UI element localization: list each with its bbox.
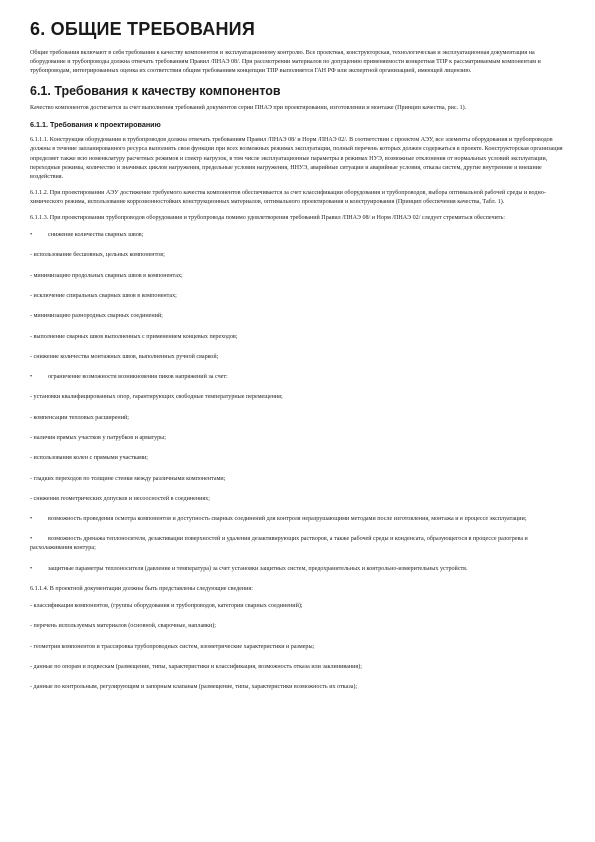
- bullet-marker: •: [30, 232, 33, 239]
- list-item: [30, 434, 563, 443]
- intro-paragraph: Общие требования включают в себя требования к качеству компонентов и эксплуатационному контролю. Все проектная, конструкторская, технологическая и эксплуатационная документация на оборудование и трубопроводы должна отвечать требованиям Правил /ПНАЭ 08/. При рассмотрении материалов по допущению применяемости конкретная ТПР к рассматриваемым компонентам и трубопроводам, интегрированных оценка их соответствия общим требованиям концепции ТПР выполняется ГАН РФ или экспертной организацией, имеющей лицензию.: [30, 50, 541, 75]
- list-item-text: - наличия прямых участков у патрубков и арматуры;: [30, 434, 166, 441]
- paragraph-6-1-1-3: 6.1.1.3. При проектировании трубопроводов оборудования и трубопровода помимо удовлетворения требований Правил /ПНАЭ 08/ и Норм /ПНАЭ 02/ следует стремиться обеспечить:: [30, 215, 505, 222]
- list-item: [30, 272, 563, 281]
- list-item-text: - использование бесшовных, цельных компонентов;: [30, 252, 165, 259]
- bullet-marker: •: [30, 565, 33, 572]
- list-item: [30, 333, 563, 342]
- list-item-text: - снижения геометрических допусков и несоосностей в соединениях;: [30, 495, 210, 502]
- paragraph-6-1-1-2: 6.1.1.2. При проектировании АЭУ достижение требуемого качества компонентов обеспечивается за счет классификации оборудования и трубопроводов, выбора оптимальной рабочей среды и водно-химического режима, использование коррозионностойких конструкционных материалов, оптимального проектирования и конструирования (Принцип обеспечения качества, Табл. 1).: [30, 189, 546, 205]
- list-item: [30, 251, 563, 260]
- paragraph-6-1-1-4: 6.1.1.4. В проектной документации должны быть представлены следующие сведения:: [30, 586, 253, 592]
- list-item: [30, 495, 563, 504]
- subsection-title: 6.1.1. Требования к проектированию: [30, 120, 161, 130]
- list-item-text: - компенсации тепловых расширений;: [30, 414, 129, 421]
- list-item: [30, 535, 563, 553]
- list-item-text: ограничение возможности возникновения пиков напряжений за счет:: [48, 374, 228, 381]
- list-item: [30, 454, 563, 463]
- list-item-text: - минимизацию продольных сварных швов в компонентах;: [30, 272, 183, 279]
- list-item: [30, 312, 563, 321]
- list-item: [30, 565, 563, 574]
- requirements-list: [30, 231, 563, 574]
- paragraph-6-1-1-1: 6.1.1.1. Конструкция оборудования и трубопроводов должна отвечать требованиям Правил /ПНАЭ 08/ и Норм /ПНАЭ 02/. В соответствии с проектом АЭУ, все элементы оборудования и трубопроводов должны в течение запланированного ресурса выполнять свои функции при всех возможных режимах эксплуатации, полный перечень которых должен содержаться в проекте. Конструкторская организация определяет также всю номенклатуру расчетных режимов и спектр нагрузок, в том числе эксплуатационные параметры в режимах НУЭ, возможные отклонения от нормальных условий эксплуатации, переходные режимы, количество и значимых циклов нагружения, предельные условия нагружения, ННУЭ, аварийные ситуации и аварийные условия, отказы систем, другие внутренние и внешние воздействия.: [30, 137, 563, 180]
- list-item: [30, 292, 563, 301]
- bullet-marker: •: [30, 516, 33, 523]
- list-item: [30, 231, 563, 240]
- list-item: [30, 353, 563, 362]
- list-item-text: - использования колен с прямыми участками;: [30, 455, 148, 462]
- list-item-text: - выполнение сварных швов выполненных с применением концевых переходов;: [30, 333, 238, 340]
- list-item: - геометрия компонентов и трассировка трубопроводных систем, изометрические характеристики и размеры;: [30, 643, 315, 650]
- list-item: [30, 475, 563, 484]
- list-item-text: снижение количества сварных швов;: [48, 232, 144, 239]
- documentation-list: [30, 602, 563, 692]
- list-item: - классификация компонентов, (группы оборудования и трубопроводов, категории сварных соединений);: [30, 603, 303, 610]
- list-item-text: - исключение спиральных сварных швов в компонентах;: [30, 292, 177, 299]
- page-title: 6. ОБЩИЕ ТРЕБОВАНИЯ: [30, 19, 255, 39]
- list-item-text: возможность дренажа теплоносителя, дезактивации поверхностей и удаления дезактивирующих растворов, а также рабочей среды и конденсата, образующегося в процессе разогрева и расхолаживания контура;: [30, 536, 528, 552]
- list-item-text: - установки квалифицированных опор, гарантирующих свободные температурные перемещения;: [30, 394, 283, 401]
- list-item: [30, 515, 563, 524]
- section-title: 6.1. Требования к качеству компонентов: [30, 84, 281, 99]
- list-item: [30, 414, 563, 423]
- list-item: [30, 393, 563, 402]
- list-item-text: - гладких переходов по толщине стенки между различными компонентами;: [30, 475, 226, 482]
- list-item: - данные по опорам и подвескам (размещение, типы, характеристики и классификация, возможность отказа или заклинивания);: [30, 663, 362, 670]
- list-item: [30, 373, 563, 382]
- list-item: - перечень используемых материалов (основной, сварочные, наплавки);: [30, 623, 216, 630]
- list-item: - данные по контрольным, регулирующим и запорным клапанам (размещение, типы, характеристики возможность их отказа);: [30, 684, 358, 691]
- list-item-text: возможность проведения осмотра компонентов и доступность сварных соединений для контроля неразрушающими методами после изготовления, монтажа и в процессе эксплуатации;: [48, 516, 527, 523]
- section-intro-paragraph: Качество компонентов достигается за счет выполнения требований документов серии ПНАЭ при проектировании, изготовлении и монтаже (Принцип качества, рис. 1).: [30, 105, 467, 112]
- bullet-marker: •: [30, 374, 33, 381]
- list-item-text: - минимизацию разнородных сварных соединений;: [30, 313, 163, 320]
- list-item-text: - снижение количества монтажных швов, выполненных ручной сваркой;: [30, 353, 219, 360]
- bullet-marker: •: [30, 536, 33, 543]
- list-item-text: защитные параметры теплоносителя (давление и температура) за счет установки защитных систем, предохранительных и контрольно-измерительных устройств.: [48, 565, 468, 572]
